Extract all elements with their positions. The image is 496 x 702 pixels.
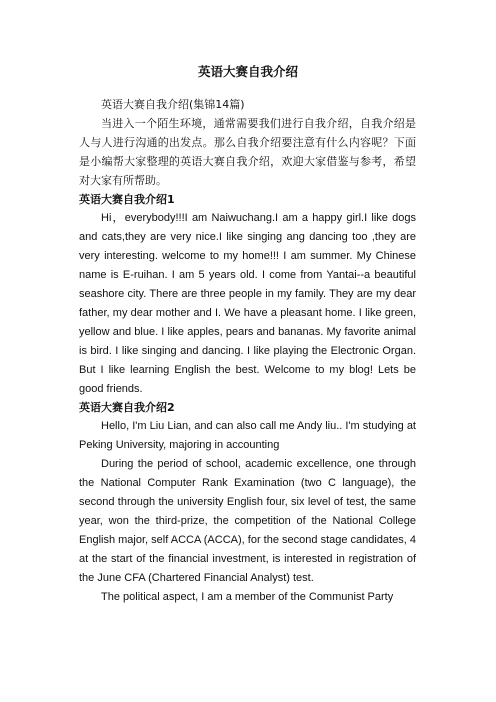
document-body — [79, 96, 416, 606]
section-heading-1: 英语大赛自我介绍1 — [79, 192, 175, 206]
section-2-paragraph-2: During the period of school, academic excellence, one through the National Computer Rank Examination (two C language), the second through the university English four, six level of test, the same year, won the third-prize, the competition of the National College English major, self ACCA (ACCA), for the second stage candidates, 4 at the start of the financial investment, is interested in registration of the June CFA (Chartered Financial Analyst) test. — [79, 458, 416, 584]
section-heading-2: 英语大赛自我介绍2 — [79, 400, 175, 414]
subtitle: 英语大赛自我介绍(集锦14篇) — [101, 98, 245, 111]
section-1-paragraph: Hi，everybody!!!I am Naiwuchang.I am a happy girl.I like dogs and cats,they are very nice.I like singing ang dancing too ,they are very interesting. welcome to my home!!! I am summer. My Chinese name is E-ruihan. I am 5 years old. I come from Yantai--a beautiful seashore city. There are three people in my family. They are my dear father, my dear mother and I. We have a pleasant home. I like green, yellow and blue. I like apples, pears and bananas. My favorite animal is bird. I like singing and dancing. I like playing the Electronic Organ. But I like learning English the best. Welcome to my blog! Lets be good friends. — [79, 212, 416, 395]
intro-paragraph: 当进入一个陌生环境，通常需要我们进行自我介绍，自我介绍是人与人进行沟通的出发点。那么自我介绍要注意有什么内容呢？下面是小编帮大家整理的英语大赛自我介绍，欢迎大家借鉴与参考，希望对大家有所帮助。 — [79, 116, 416, 187]
document-title: 英语大赛自我介绍 — [197, 64, 298, 79]
section-2-paragraph-1: Hello, I'm Liu Lian, and can also call me Andy liu.. I'm studying at Peking University, majoring in accounting — [79, 420, 416, 452]
section-2-paragraph-3: The political aspect, I am a member of the Communist Party — [101, 590, 394, 603]
